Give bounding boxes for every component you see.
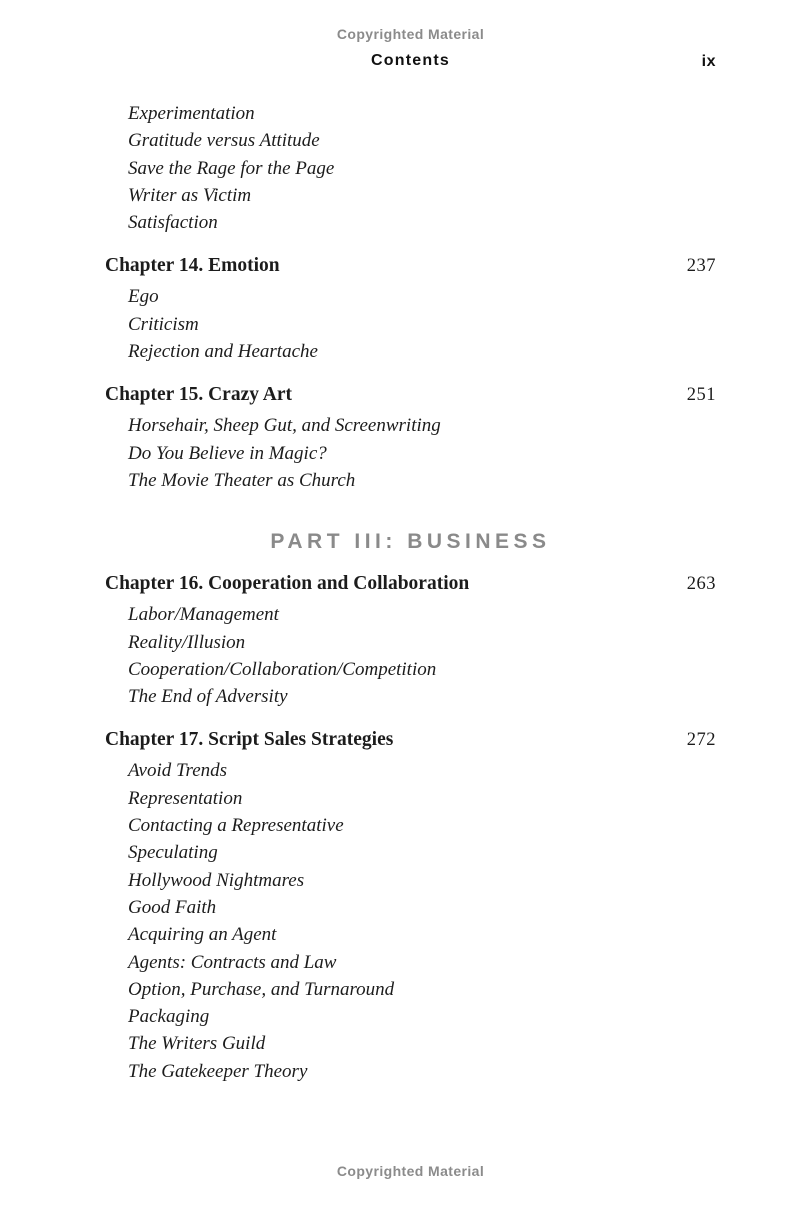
chapter-row	[105, 381, 716, 409]
toc-entry	[105, 726, 716, 1085]
chapter-row	[105, 570, 716, 598]
subtopic: Gratitude versus Attitude	[128, 130, 320, 152]
subtopic: Option, Purchase, and Turnaround	[128, 978, 395, 1000]
subtopic: Acquiring an Agent	[128, 924, 277, 946]
part-heading: PART III: BUSINESS	[270, 530, 551, 554]
subtopic: The Movie Theater as Church	[128, 469, 356, 491]
subtopic: Contacting a Representative	[128, 815, 344, 837]
page-header	[105, 52, 716, 70]
subtopic: Writer as Victim	[128, 184, 252, 206]
subtopic: Agents: Contracts and Law	[128, 951, 337, 973]
subtopic: Speculating	[128, 842, 218, 864]
subtopic: Criticism	[128, 313, 199, 335]
subtopic: Do You Believe in Magic?	[128, 442, 327, 464]
copyright-notice-bottom: Copyrighted Material	[336, 1163, 485, 1179]
chapter-title: Chapter 16. Cooperation and Collaboration	[105, 573, 470, 595]
subtopic: Labor/Management	[128, 604, 279, 626]
toc-list	[105, 100, 716, 1085]
folio-page-number: ix	[701, 53, 716, 70]
subtopic: Rejection and Heartache	[128, 341, 318, 363]
toc-entry	[105, 100, 716, 236]
chapter-page-number: 251	[686, 385, 716, 406]
subtopic: The Writers Guild	[128, 1033, 266, 1055]
chapter-row	[105, 726, 716, 754]
chapter-title: Chapter 17. Script Sales Strategies	[105, 729, 394, 751]
subtopic: Horsehair, Sheep Gut, and Screenwriting	[128, 415, 441, 437]
subtopic: Representation	[128, 787, 243, 809]
subtopic: Cooperation/Collaboration/Competition	[128, 658, 437, 680]
subtopic: Experimentation	[128, 103, 255, 124]
page-title: Contents	[371, 52, 450, 69]
chapter-page-number: 272	[686, 730, 716, 751]
subtopic: Save the Rage for the Page	[128, 157, 335, 179]
chapter-title: Chapter 15. Crazy Art	[105, 384, 293, 406]
chapter-page-number: 263	[686, 574, 716, 595]
subtopic: Packaging	[128, 1006, 210, 1028]
subtopic: Reality/Illusion	[128, 631, 246, 653]
subtopic: Avoid Trends	[128, 760, 228, 782]
subtopic: Satisfaction	[128, 212, 218, 234]
subtopic: Hollywood Nightmares	[128, 869, 305, 891]
chapter-title: Chapter 14. Emotion	[105, 255, 280, 277]
subtopic: Ego	[128, 286, 159, 308]
copyright-notice-top: Copyrighted Material	[336, 26, 485, 42]
chapter-row	[105, 252, 716, 280]
chapter-page-number: 237	[686, 256, 716, 277]
subtopic: Good Faith	[128, 896, 217, 918]
toc-entry	[105, 381, 716, 494]
toc-entry	[105, 252, 716, 365]
subtopic: The Gatekeeper Theory	[128, 1060, 308, 1082]
subtopic: The End of Adversity	[128, 686, 288, 708]
toc-entry	[105, 570, 716, 710]
